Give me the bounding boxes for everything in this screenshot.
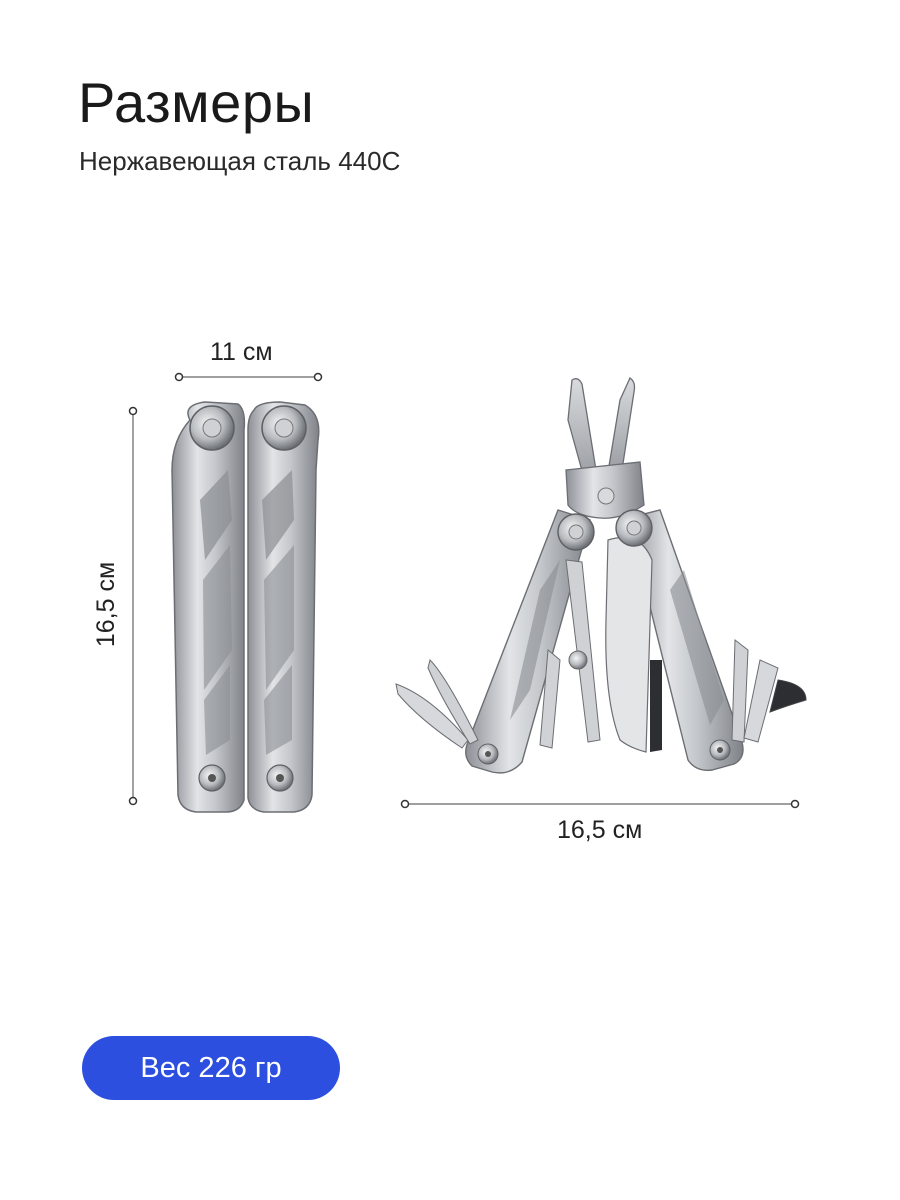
multitool-closed-icon — [172, 402, 319, 812]
dimension-open-width-label: 16,5 см — [557, 816, 643, 844]
dimension-height-label: 16,5 см — [92, 561, 121, 648]
weight-badge: Вес 226 гр — [82, 1036, 340, 1100]
dimension-line-top — [176, 374, 322, 381]
dimension-line-side — [130, 408, 137, 805]
dimension-line-bottom — [402, 801, 799, 808]
material-subtitle: Нержавеющая сталь 440С — [79, 146, 401, 176]
multitool-open-icon — [396, 378, 806, 773]
dimension-width-label: 11 см — [210, 338, 273, 366]
page-title: Размеры — [78, 71, 315, 134]
